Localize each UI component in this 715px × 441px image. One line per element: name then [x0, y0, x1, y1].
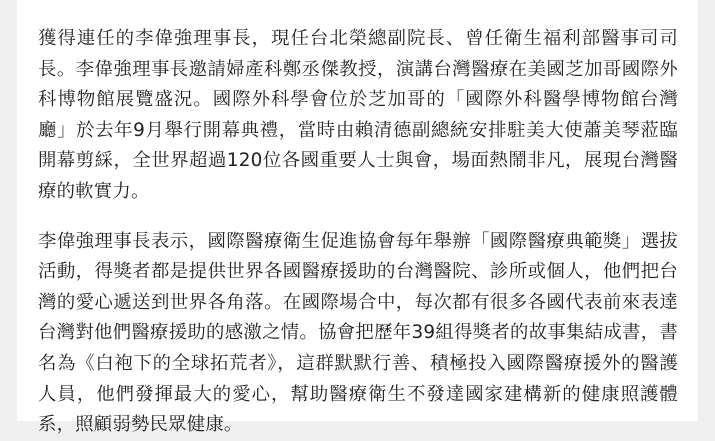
article-paragraph-2: 李偉強理事長表示，國際醫療衛生促進協會每年舉辦「國際醫療典範獎」選拔活動，得獎者都是提供世界各國醫療援助的台灣醫院、診所或個人，他們把台灣的愛心遞送到世界各角落。在國際場合中，每次都有很多各國代表前來表達台灣對他們醫療援助的感激之情。協會把歷年39組得獎者的故事集結成書，書名為《白袍下的全球拓荒者》，這群默默行善、積極投入國際醫療援外的醫護人員，他們發揮最大的愛心，幫助醫療衛生不發達國家建構新的健康照護體系，照顧弱勢民眾健康。 — [38, 230, 678, 436]
article-body — [17, 0, 698, 436]
article-paragraph-1: 獲得連任的李偉強理事長，現任台北榮總副院長、曾任衛生福利部醫事司司長。李偉強理事長邀請婦產科鄭丞傑教授，演講台灣醫療在美國芝加哥國際外科博物館展覽盛況。國際外科學會位於芝加哥的「國際外科醫學博物館台灣廳」於去年9月舉行開幕典禮，當時由賴清德副總統安排駐美大使蕭美琴蒞臨開幕剪綵，全世界超過120位各國重要人士與會，場面熱鬧非凡，展現台灣醫療的軟實力。 — [38, 28, 678, 202]
